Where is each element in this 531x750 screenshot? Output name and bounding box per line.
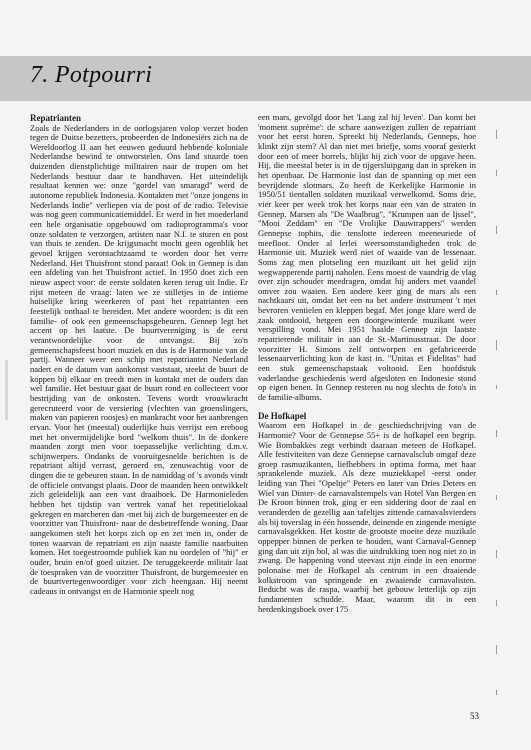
- section-heading-repatrianten: Repatrianten: [30, 113, 81, 123]
- page-number: 53: [470, 711, 479, 721]
- scan-edge-marks: [496, 130, 502, 730]
- left-column: [30, 113, 248, 597]
- repatrianten-text-part1: Zoals de Nederlanders in de oorlogsjaren volop verzet boden tegen de Duitse bezetters, probeerden de Indonesiërs zich na de Wereldoorlog II aan het eeuwen geduurd hebbende koloniale Nederlandse bewind te ontworstelen. Ons land stuurde toen duizenden dienstplichtige militairen naar de tropen om het Nederlands bestuur daar te handhaven. Het uiteindelijk resultaat kennen we: onze "gordel van smaragd" werd de autonome republiek Indonesia. Kontakten met "onze jongens in Nederlands Indie" verliepen via de post of de radio. Televisie was nog geen communicatiemiddel. Er werd in het moederland een hele organisatie opgebouwd om radioprogramma's voor onze soldaten te verzorgen, artisten naar N.I. te sturen en post van thuis te zenden. De krijgsmacht mocht geen ogenblik het gevoel krijgen verontachtzaamd te worden door het verre Nederland. Het Thuisfront stond paraat! Ook in Gennep is dan een afdeling van het Thuisfront actief. In 1950 doet zich een nieuw aspect voor: de eerste soldaten keren terug uit Indie. Er rijst meteen de vraag: laten we ze stilletjes in de intieme huiselijke kring weerkeren of past het repatrianten een feestelijk onthaal te bereiden. Met andere woorden: is dit een familie- of ook een gemeenschapsgebeuren. Gennep legt het accent op het laatste. De buurtvereniging is de eerst verantwoordelijke voor de ontvangst. Bij zo'n gemeenschapsfeest hoort muziek en dus is de Harmonie van de partij. Wanneer weer een schip met repatrianten Nederland nadert en de datum van aankomst vaststaat, steekt de buurt de koppen bij elkaar en treedt men in kontakt met de ouders dan wel familie. Het bestuur gaat de buurt rond en collecteert voor bestrijding van de onkosten. Tevens wordt vrouwkracht gerecruteerd voor de versiering (vlechten van groenslingers, maken van papieren roosjes) en mankracht voor het aanbrengen ervan. Voor het (meestal) ouderlijke huis verrijst een ereboog met het onvermijdelijke bord "welkom thuis". In de donkere maanden zorgt men voor toepasselijke verlichting d.m.v. schijnwerpers. Ondanks de vooruitgesnelde berichten is de repatriant altijd verrast, geroerd en, zenuwachtig voor de dingen die te gebeuren staan. In de namiddag of 's avonds vindt de officiele ontvangst plaats. Door de maanden heen ontwikkelt zich geleidelijk aan een vast draaiboek. De Harmonieleden hebben het tijdstip van vertrek vanaf het repetitielokaal gekregen en marcheren dan -met bij zich de burgemeester en de voorzitter van Thuisfront- naar de desbetreffende woning. Daar aangekomen stelt het korps zich op en zet men in, onder de tonen waarvan de repatriant en zijn naaste familie naarbuiten komen. Het toegestroomde publiek kan nu oordelen of "hij" er ouder, bruin en/of goed uitziet. De teruggekeerde militair laat de toespraken van de voorzitter Thuisfront, de burgemeester en de buurtvertegenwoordiger voor zich heengaan. Hij neemt cadeaus in ontvangst en de Harmonie speelt nog: [30, 122, 248, 596]
- repatrianten-text-part2: een mars, gevolgd door het 'Lang zal hij leven'. Dan komt het 'moment suprème': de schare aanwezigen zullen de repatriant voor het eerst horen. Spreekt hij Nederlands, Genneps, hoe klinkt zijn stem? Al dan niet met briefje, soms vooraf gesterkt door een of meer borrels, blijkt hij zich voor de opgave heen. Hij, die meestal beter is in de tijgersluipgang dan in spreken in het openbaar. De Harmonie lost dan de spanning op met een bevrijdende slotmars. Zo heeft de Kerkelijke Harmonie in 1950/51 tientallen soldaten muzikaal verwelkomd. Soms drie, vier keer per week trok het korps naar een van de straten in Gennep. Marsen als "De Waalbrug", "Krumpen aan de Ijssel", "Mooi Zeddam" en "De Vrolijke Dauwtrappers" werden Gennepse tophits, die tenslotte iedereen meeneuriede of meefloot. Onder al lerlei weersomstandigheden trok de Harmonie uit. Muziek werd niet of waaide van de lessenaar. Soms zag men plotseling een muzikant uit het gelid zijn wegwapperende partij naholen. Eens moest de vaandrig de vlag over zijn schouder meedragen, omdat hij anders met vaandel omver zou waaien. Een andere keer ging de mars als een nachtkaars uit, omdat het een na het andere instrument 't met bevroren ventielen en kleppen begaf. Met jonge klare werd de zaak ontdooid, hetgeen een doorgewinterde muzikant weer verspilling vond. Mei 1951 haalde Gennep zijn laatste repatrierende militair in aan de St.-Martinusstraat. De door voorzitter H. Simons zelf ontworpen en gefabriceerde lessenaarverlichting kon de kast in. "Unitas et Fidelitas" had een stuk gemeenschapstaak voltooid. Een hoofdstuk vaderlandse geschiedenis werd afgesloten en Indonesie stond op eigen benen. In Gennep resteren nu nog slechts de foto's in de familie-albums.: [258, 112, 476, 403]
- hofkapel-text: Waarom een Hofkapel in de geschiedschrijving van de Harmonie? Voor de Gennepse 55+ is de hofkapel een begrip. Wie Bombakkes zegt verbindt daaraan meteen de Hofkapel. Alle festiviteiten van deze Gennepse carnavalsclub omgaf deze groep rasmuzikanten, liefhebbers in optima forma, met haar sprankelende muziek. Als deze muziekkapel -eerst onder leiding van Thei "Opeltje" Peters en later van Dries Deters en Wiel van Dinter- de carnavalstempels van Hotel Van Bergen en De Kroon binnen trok, ging er een siddering door de zaal en veranderden de gezellig aan tafeltjes zittende carnavalsvierders als bij toverslag in één hossende, deinende en zingende menigte carnavalsgekken. Het kostte de grootste moeite deze muzikale oppepper binnen de perken te houden, want Carnaval-Gennep ging dan uit zijn bol, al was die uitdrukking toen nog niet zo in zwang. De happening vond steevast zijn einde in een enorme polonaise met de Hofkapel als centrum in een draaiende kolkstroom van springende en zwaaiende carnavalisten. Beducht was de raspa, waarbij het gebouw letterlijk op zijn fundamenten schudde. Maar, waarom dit in een herdenkingsboek over 175: [258, 420, 476, 614]
- chapter-title: 7. Potpourri: [30, 62, 153, 88]
- right-column: [258, 113, 476, 614]
- chapter-banner: [0, 56, 531, 101]
- section-heading-hofkapel: De Hofkapel: [258, 410, 307, 421]
- scan-smudge: [5, 360, 8, 420]
